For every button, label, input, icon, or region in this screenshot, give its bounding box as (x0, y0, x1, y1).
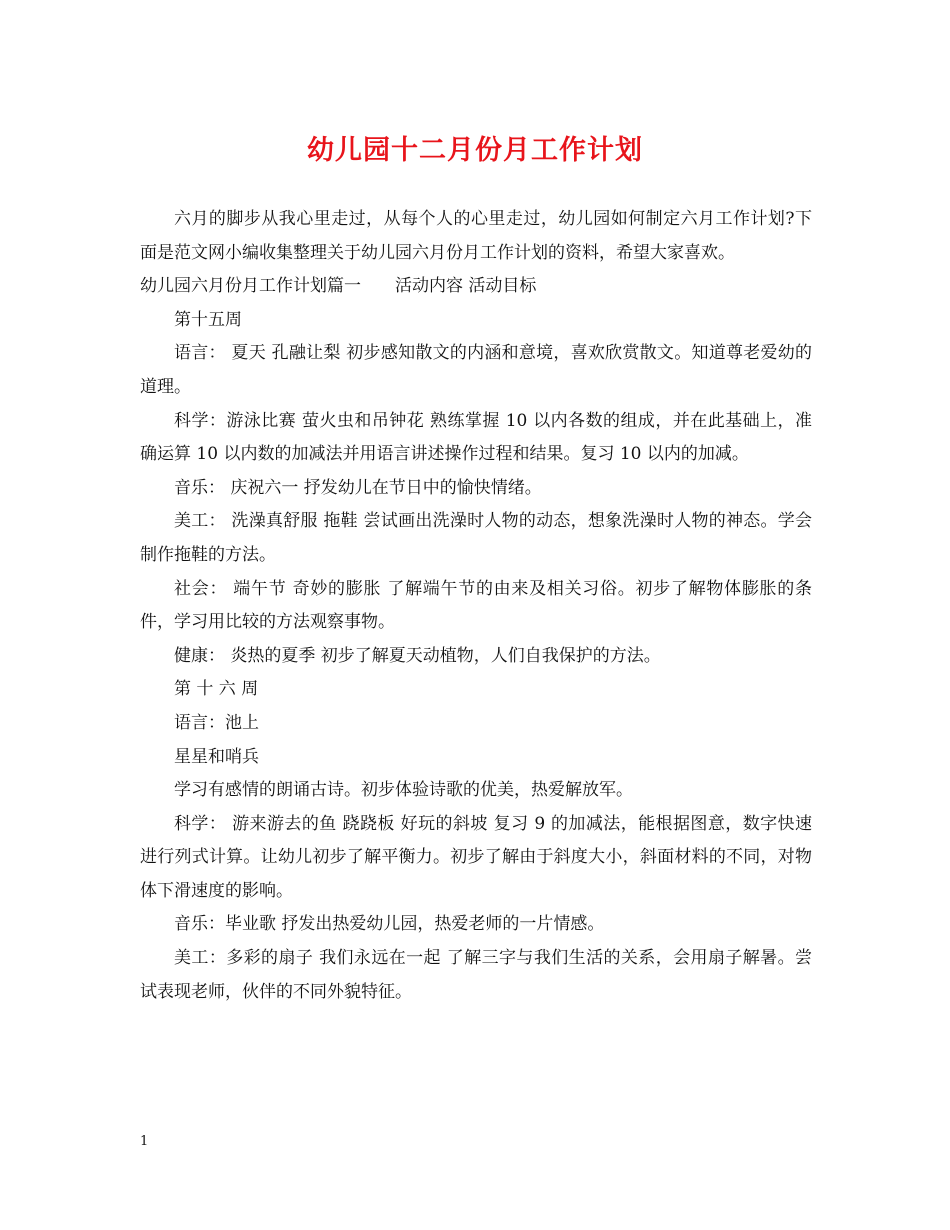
paragraph: 第 十 六 周 (174, 679, 259, 700)
paragraph: 科学： 游来游去的鱼 跷跷板 好玩的斜坡 复习 9 的加减法，能根据图意，数字快速进行列式计算。让幼儿初步了解平衡力。初步了解由于斜度大小，斜面材料的不同，对物体下滑速度的影响。 (140, 813, 812, 901)
paragraph: 幼儿园六月份月工作计划篇一 活动内容 活动目标 (140, 276, 537, 297)
paragraph: 六月的脚步从我心里走过，从每个人的心里走过，幼儿园如何制定六月工作计划?下面是范文网小编收集整理关于幼儿园六月份月工作计划的资料，希望大家喜欢。 (140, 209, 812, 263)
page-number: 1 (140, 1134, 149, 1149)
paragraph: 学习有感情的朗诵古诗。初步体验诗歌的优美，热爱解放军。 (174, 780, 633, 801)
paragraph: 语言： 夏天 孔融让梨 初步感知散文的内涵和意境，喜欢欣赏散文。知道尊老爱幼的道理。 (140, 343, 812, 397)
document-body (140, 203, 812, 1009)
paragraph: 音乐：毕业歌 抒发出热爱幼儿园，热爱老师的一片情感。 (174, 914, 605, 935)
paragraph: 美工：多彩的扇子 我们永远在一起 了解三字与我们生活的关系，会用扇子解暑。尝试表现老师，伙伴的不同外貌特征。 (140, 948, 812, 1002)
paragraph: 健康： 炎热的夏季 初步了解夏天动植物，人们自我保护的方法。 (174, 645, 661, 666)
paragraph: 科学：游泳比赛 萤火虫和吊钟花 熟练掌握 10 以内各数的组成，并在此基础上，准确运算 10 以内数的加减法并用语言讲述操作过程和结果。复习 10 以内的加减。 (140, 410, 812, 465)
paragraph: 音乐： 庆祝六一 抒发幼儿在节日中的愉快情绪。 (174, 477, 542, 498)
paragraph: 社会： 端午节 奇妙的膨胀 了解端午节的由来及相关习俗。初步了解物体膨胀的条件，学习用比较的方法观察事物。 (140, 578, 812, 633)
paragraph: 美工： 洗澡真舒服 拖鞋 尝试画出洗澡时人物的动态，想象洗澡时人物的神态。学会制作拖鞋的方法。 (140, 511, 812, 565)
paragraph: 第十五周 (174, 309, 242, 330)
paragraph: 星星和哨兵 (174, 746, 259, 767)
paragraph: 语言：池上 (174, 712, 259, 733)
document-title: 幼儿园十二月份月工作计划 (307, 135, 643, 166)
